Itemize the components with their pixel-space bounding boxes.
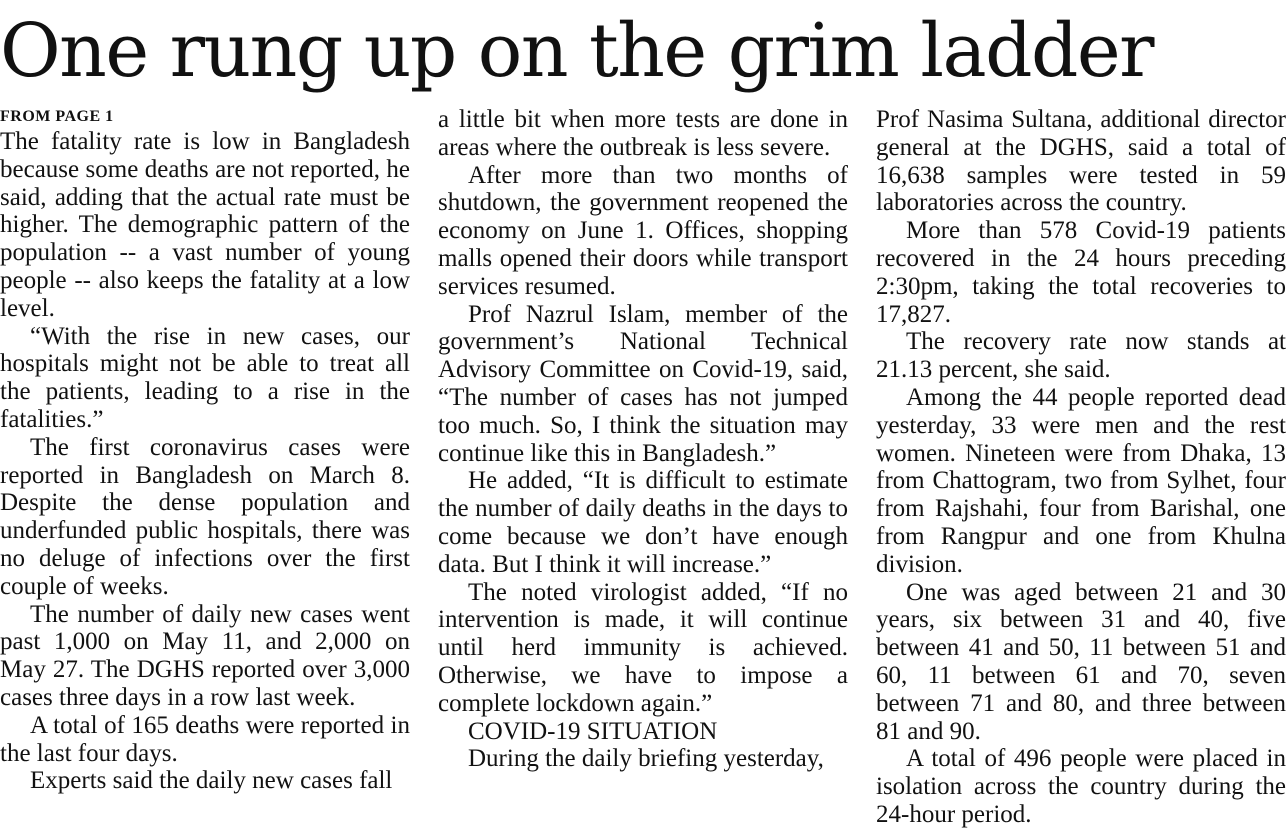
jump-label: FROM PAGE 1 [0,108,114,125]
article-body [0,106,1286,836]
paragraph: The noted virologist added, “If no intervention is made, it will continue until herd immunity is achieved. Otherwise, we have to impose a complete lockdown again.” [438,578,848,717]
paragraph: “With the rise in new cases, our hospitals might not be able to treat all the patients, leading to a rise in the fatalities.” [0,322,410,433]
paragraph: A total of 496 people were placed in isolation across the country during the 24-hour period. [876,745,1286,828]
paragraph: More than 578 Covid-19 patients recovered in the 24 hours preceding 2:30pm, taking the total recoveries to 17,827. [876,217,1286,328]
paragraph: Prof Nasima Sultana, additional director general at the DGHS, said a total of 16,638 samples were tested in 59 laboratories across the country. [876,106,1286,217]
headline: One rung up on the grim ladder [0,8,1154,94]
paragraph: A total of 165 deaths were reported in the last four days. [0,711,410,767]
column-3 [876,106,1286,836]
paragraph: The fatality rate is low in Bangladesh because some deaths are not reported, he said, adding that the actual rate must be higher. The demographic pattern of the population -- a vast number of young people -- also keeps the fatality at a low level. [0,128,410,322]
paragraph: a little bit when more tests are done in areas where the outbreak is less severe. [438,106,848,161]
paragraph: The number of daily new cases went past 1,000 on May 11, and 2,000 on May 27. The DGHS reported over 3,000 cases three days in a row last week. [0,600,410,711]
paragraph: He added, “It is difficult to estimate the number of daily deaths in the days to come because we don’t have enough data. But I think it will increase.” [438,467,848,578]
paragraph: During the daily briefing yesterday, [468,745,824,773]
paragraph: One was aged between 21 and 30 years, six between 31 and 40, five between 41 and 50, 11 between 51 and 60, 11 between 61 and 70, seven between 71 and 80, and three between 81 and 90. [876,578,1286,745]
paragraph: Prof Nazrul Islam, member of the government’s National Technical Advisory Committee on Covid-19, said, “The number of cases has not jumped too much. So, I think the situation may continue like this in Bangladesh.” [438,300,848,467]
column-2 [438,106,848,836]
paragraph: After more than two months of shutdown, the government reopened the economy on June 1. Offices, shopping malls opened their doors while transport services resumed. [438,161,848,300]
paragraph: Experts said the daily new cases fall [30,767,393,795]
paragraph: The recovery rate now stands at 21.13 percent, she said. [876,328,1286,384]
column-1 [0,106,410,836]
paragraph: The first coronavirus cases were reported in Bangladesh on March 8. Despite the dense population and underfunded public hospitals, there was no deluge of infections over the first couple of weeks. [0,433,410,600]
section-subhead: COVID-19 SITUATION [468,717,718,745]
paragraph: Among the 44 people reported dead yesterday, 33 were men and the rest women. Nineteen were from Dhaka, 13 from Chattogram, two from Sylhet, four from Rajshahi, four from Barishal, one from Rangpur and one from Khulna division. [876,383,1286,578]
